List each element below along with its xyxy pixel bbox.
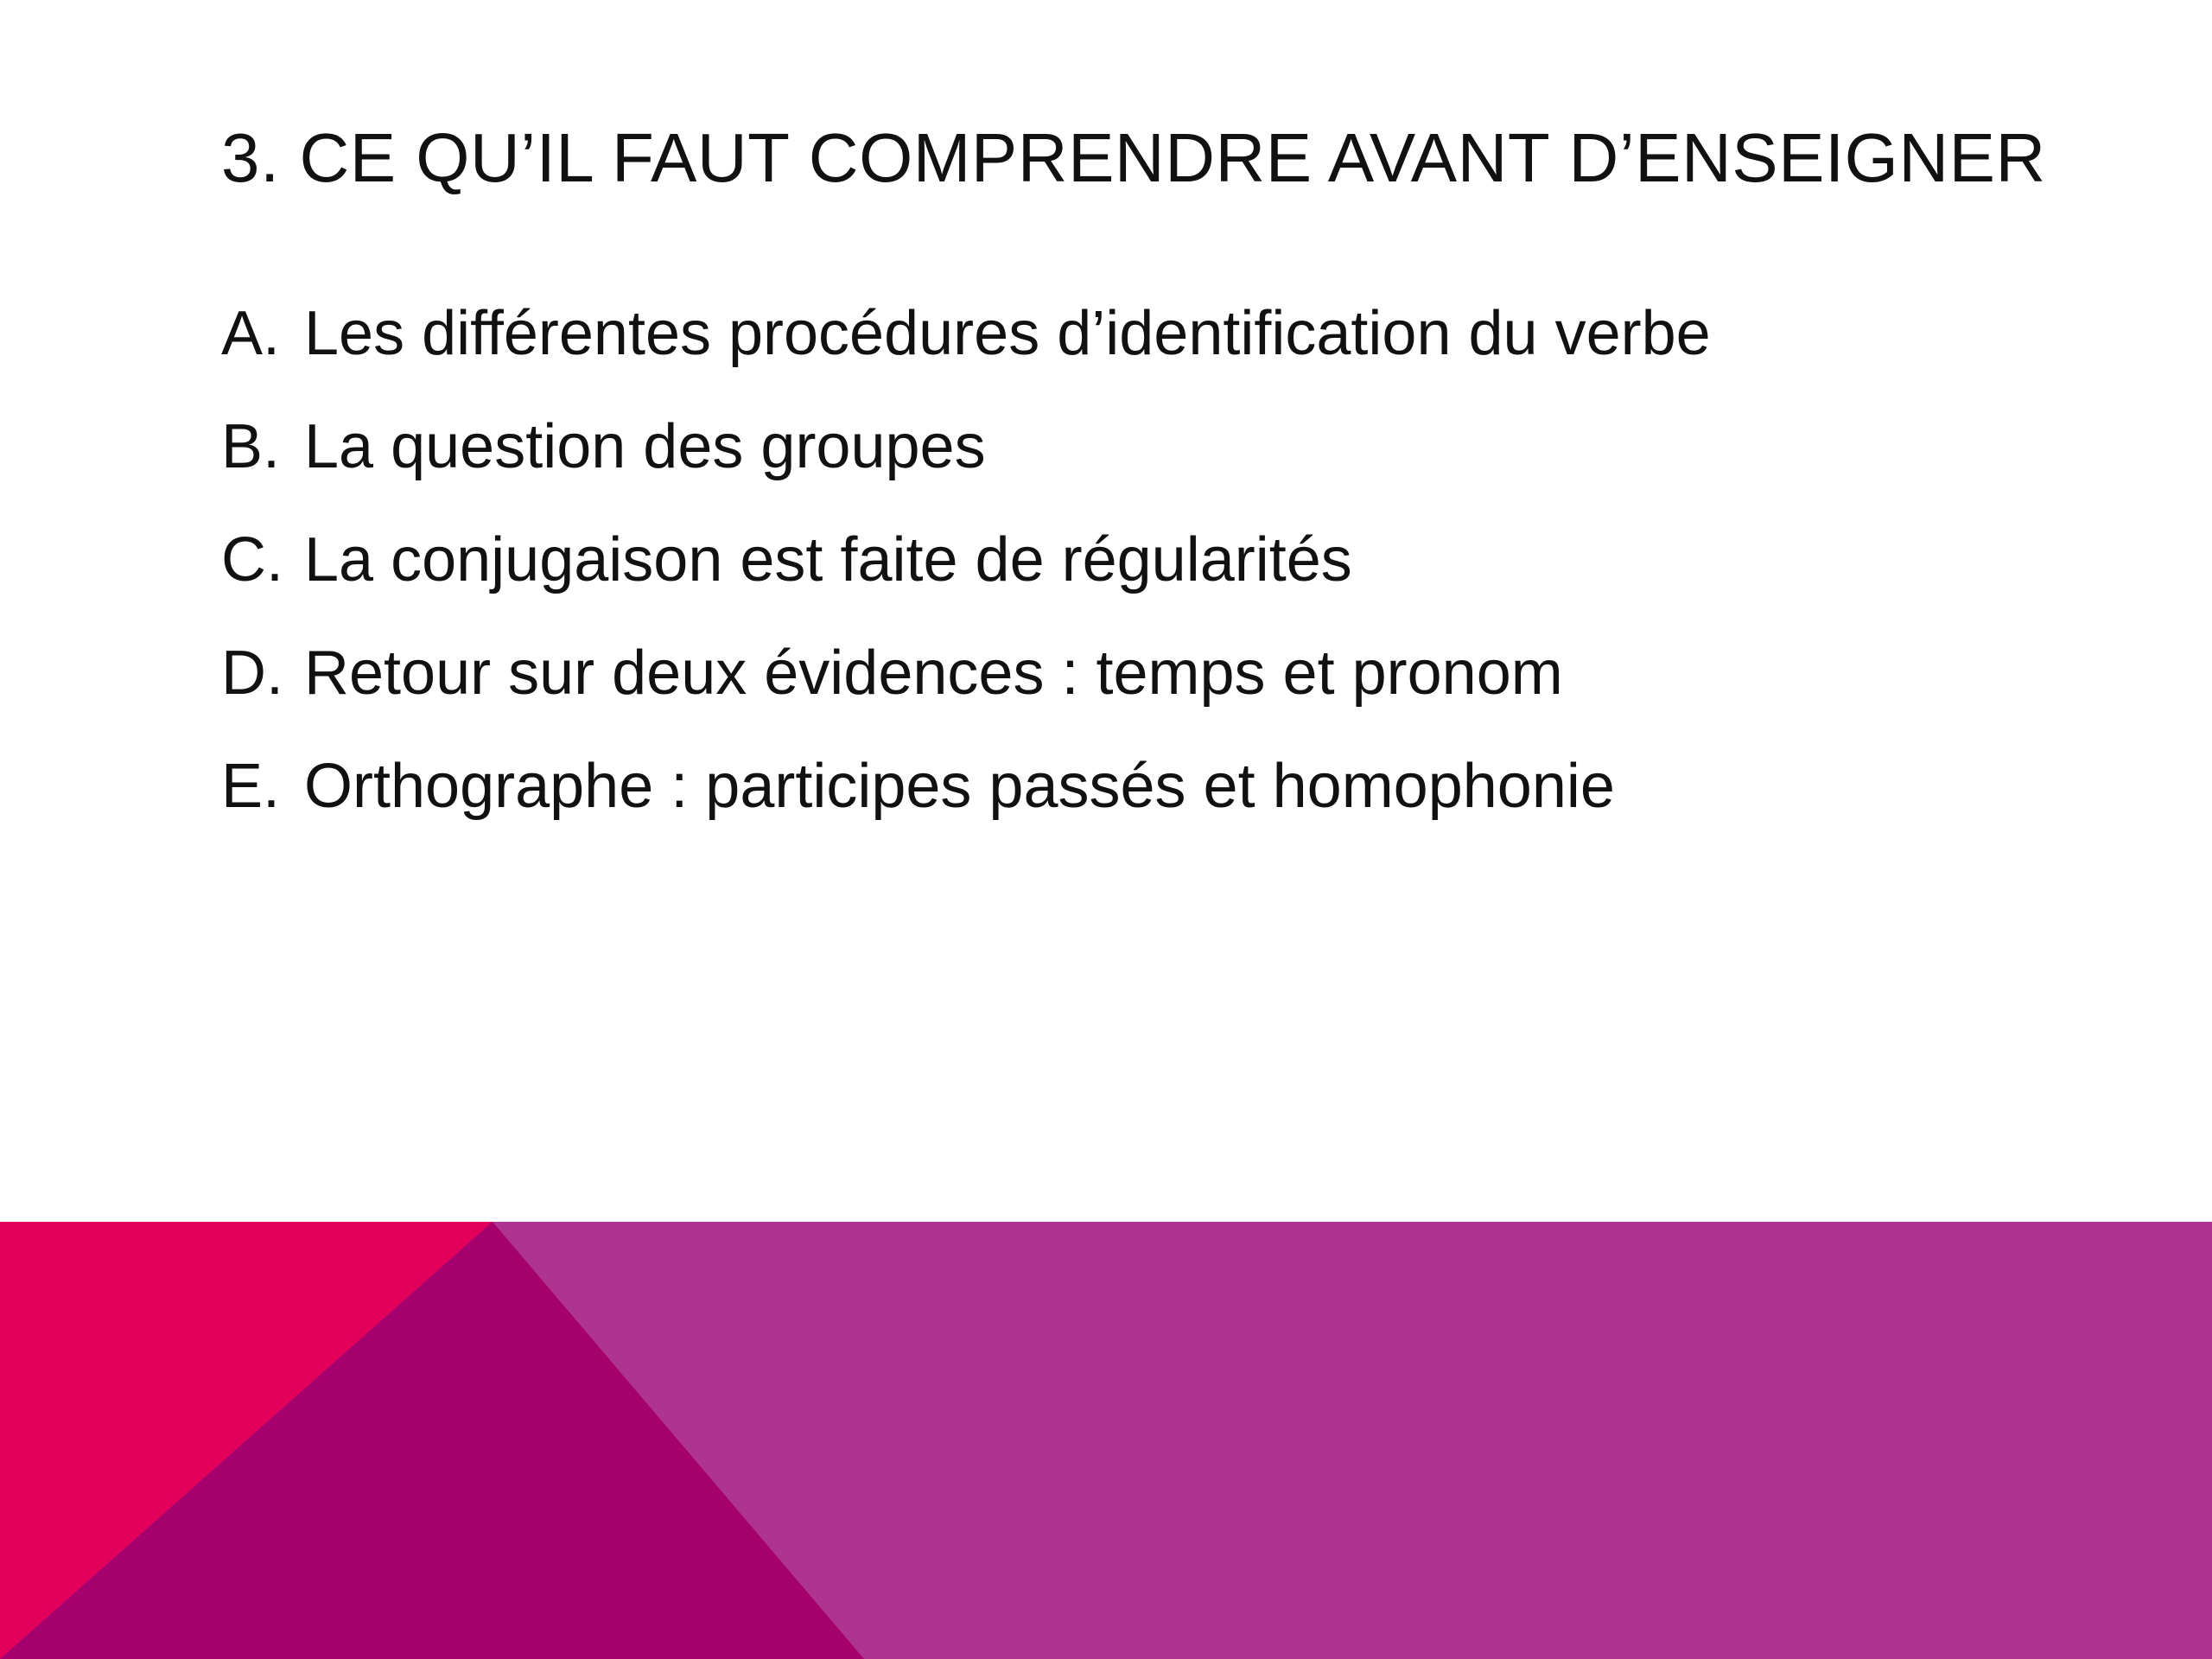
list-item-a: [221, 276, 1711, 390]
list-marker: C.: [221, 524, 283, 594]
list-item-text: Retour sur deux évidences : temps et pronom: [304, 638, 1563, 708]
list-item-text: Orthographe : participes passés et homophonie: [304, 751, 1615, 821]
decorative-footer-band: [0, 1222, 2212, 1659]
list-item-b: [221, 390, 1711, 503]
list-marker: D.: [221, 638, 283, 708]
list-item-text: La question des groupes: [304, 411, 986, 481]
list-item-text: La conjugaison est faite de régularités: [304, 524, 1352, 594]
list-item-d: [221, 616, 1711, 729]
list-marker: B.: [221, 411, 281, 481]
list-item-c: [221, 503, 1711, 616]
list-marker: E.: [221, 751, 281, 821]
list-marker: A.: [221, 298, 281, 368]
list-item-e: [221, 729, 1711, 842]
list-item-text: Les différentes procédures d’identification du verbe: [304, 298, 1711, 368]
outline-list: [221, 276, 1711, 842]
slide-title: 3. CE QU’IL FAUT COMPRENDRE AVANT D’ENSEIGNER: [221, 119, 2046, 196]
